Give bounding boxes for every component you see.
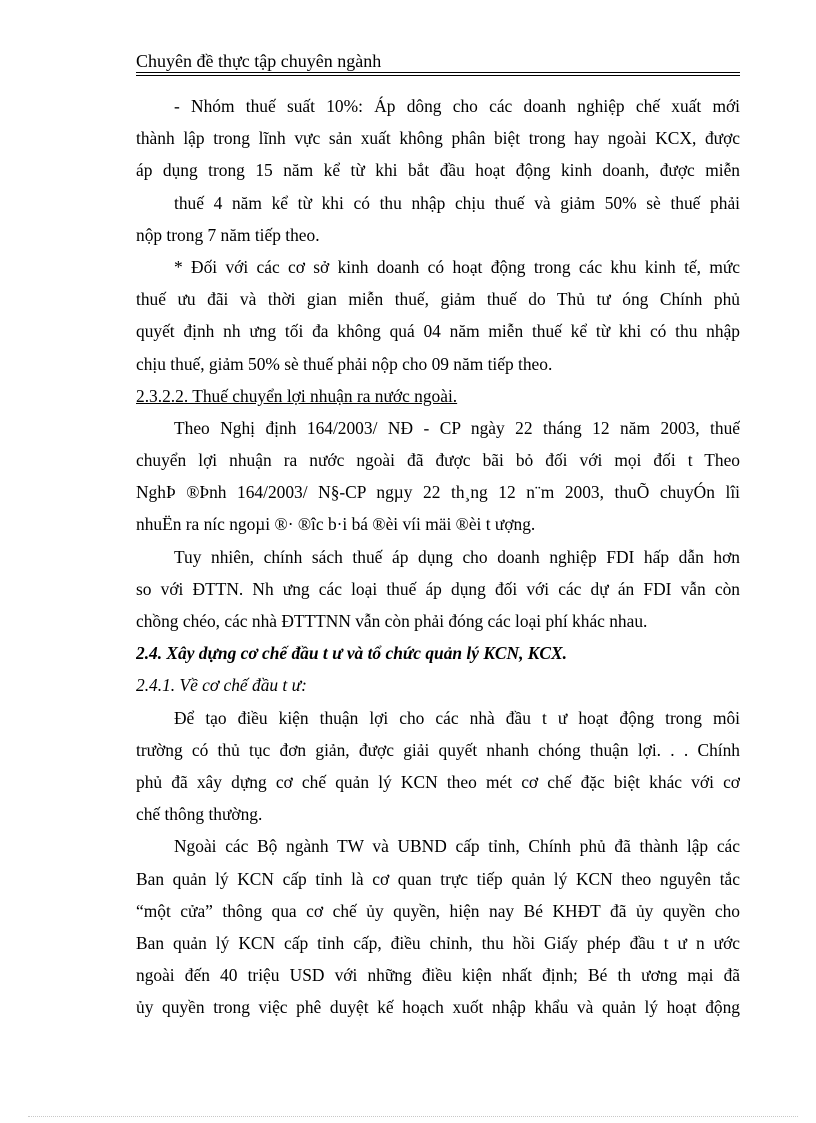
text-line: Để tạo điều kiện thuận lợi cho các nhà đầu t ư hoạt động trong môi	[174, 707, 740, 728]
text-line: ủy quyền trong việc phê duyệt kế hoạch xuốt nhập khẩu và quản lý hoạt động	[136, 997, 740, 1018]
text-line: trường có thủ tục đơn giản, được giải quyết nhanh chóng thuận lợi. . . Chính	[136, 739, 740, 760]
text-line: nhuËn ra níc ngoµi ®· ®îc b·i bá ®èi víi mäi ®èi t ượng.	[136, 514, 536, 535]
text-line: Ban quản lý KCN cấp tỉnh cấp, điều chỉnh, thu hồi Giấy phép đầu t ư n ước	[136, 932, 740, 953]
section-heading-2-3-2-2	[136, 380, 740, 412]
text-line: phủ đã xây dựng cơ chế quản lý KCN theo mét cơ chế đặc biệt khác với cơ	[136, 771, 740, 792]
text-line: chịu thuế, giảm 50% sè thuế phải nộp cho 09 năm tiếp theo.	[136, 353, 553, 374]
text-line: thuế ưu đãi và thời gian miễn thuế, giảm thuế do Thủ tư óng Chính phủ	[136, 289, 740, 310]
text-line: chế thông thường.	[136, 804, 263, 825]
text-line: áp dụng trong 15 năm kể từ khi bắt đầu hoạt động kinh doanh, được miễn	[136, 160, 740, 181]
section-heading-2-4-1: 2.4.1. Về cơ chế đầu t ư:	[136, 675, 307, 696]
text-line: - Nhóm thuế suất 10%: Áp dông cho các doanh nghiệp chế xuất mới	[174, 96, 740, 116]
page-header	[136, 50, 740, 76]
text-line: Theo Nghị định 164/2003/ NĐ - CP ngày 22 tháng 12 năm 2003, thuế	[174, 417, 740, 438]
page-bottom-dotted-border	[28, 1116, 798, 1117]
section-heading-text: 2.3.2.2. Thuế chuyển lợi nhuận ra nước ngoài.	[136, 385, 458, 406]
text-line: thuế 4 năm kể từ khi có thu nhập chịu thuế và giảm 50% sè thuế phải	[174, 192, 740, 213]
text-line: Tuy nhiên, chính sách thuế áp dụng cho doanh nghiệp FDI hấp dẫn hơn	[174, 546, 740, 567]
text-line: thành lập trong lĩnh vực sản xuất không phân biệt trong hay ngoài KCX, được	[136, 128, 740, 149]
body-text	[136, 90, 740, 1023]
header-title: Chuyên đề thực tập chuyên ngành	[136, 51, 382, 71]
text-line: NghÞ ®Þnh 164/2003/ N§-CP ngµy 22 th¸ng 12 n¨m 2003, thuÕ chuyÓn lîi	[136, 482, 740, 503]
text-line: * Đối với các cơ sở kinh doanh có hoạt động trong các khu kinh tế, mức	[174, 256, 740, 277]
text-line: Ban quản lý KCN cấp tỉnh là cơ quan trực tiếp quản lý KCN theo nguyên tắc	[136, 868, 740, 889]
section-heading-2-4: 2.4. Xây dựng cơ chế đầu t ư và tổ chức quản lý KCN, KCX.	[136, 643, 567, 664]
text-line: Ngoài các Bộ ngành TW và UBND cấp tỉnh, Chính phủ đã thành lập các	[174, 836, 740, 857]
header-double-rule	[136, 72, 740, 76]
text-line: “một cửa” thông qua cơ chế ủy quyền, hiện nay Bé KHĐT đã ủy quyền cho	[136, 900, 740, 921]
text-line: chồng chéo, các nhà ĐTTTNN vẫn còn phải đóng các loại phí khác nhau.	[136, 611, 648, 631]
text-line: quyết định nh ưng tối đa không quá 04 năm miễn thuế kể từ khi có thu nhập	[136, 321, 740, 342]
text-line: nộp trong 7 năm tiếp theo.	[136, 224, 320, 245]
text-line: chuyển lợi nhuận ra nước ngoài đã được bãi bỏ đối với mọi đối t Theo	[136, 450, 740, 471]
text-line: so với ĐTTN. Nh ưng các loại thuế áp dụng đối với các dự án FDI vẫn còn	[136, 578, 740, 599]
text-line: ngoài đến 40 triệu USD với những điều kiện nhất định; Bé th ương mại đã	[136, 965, 740, 986]
